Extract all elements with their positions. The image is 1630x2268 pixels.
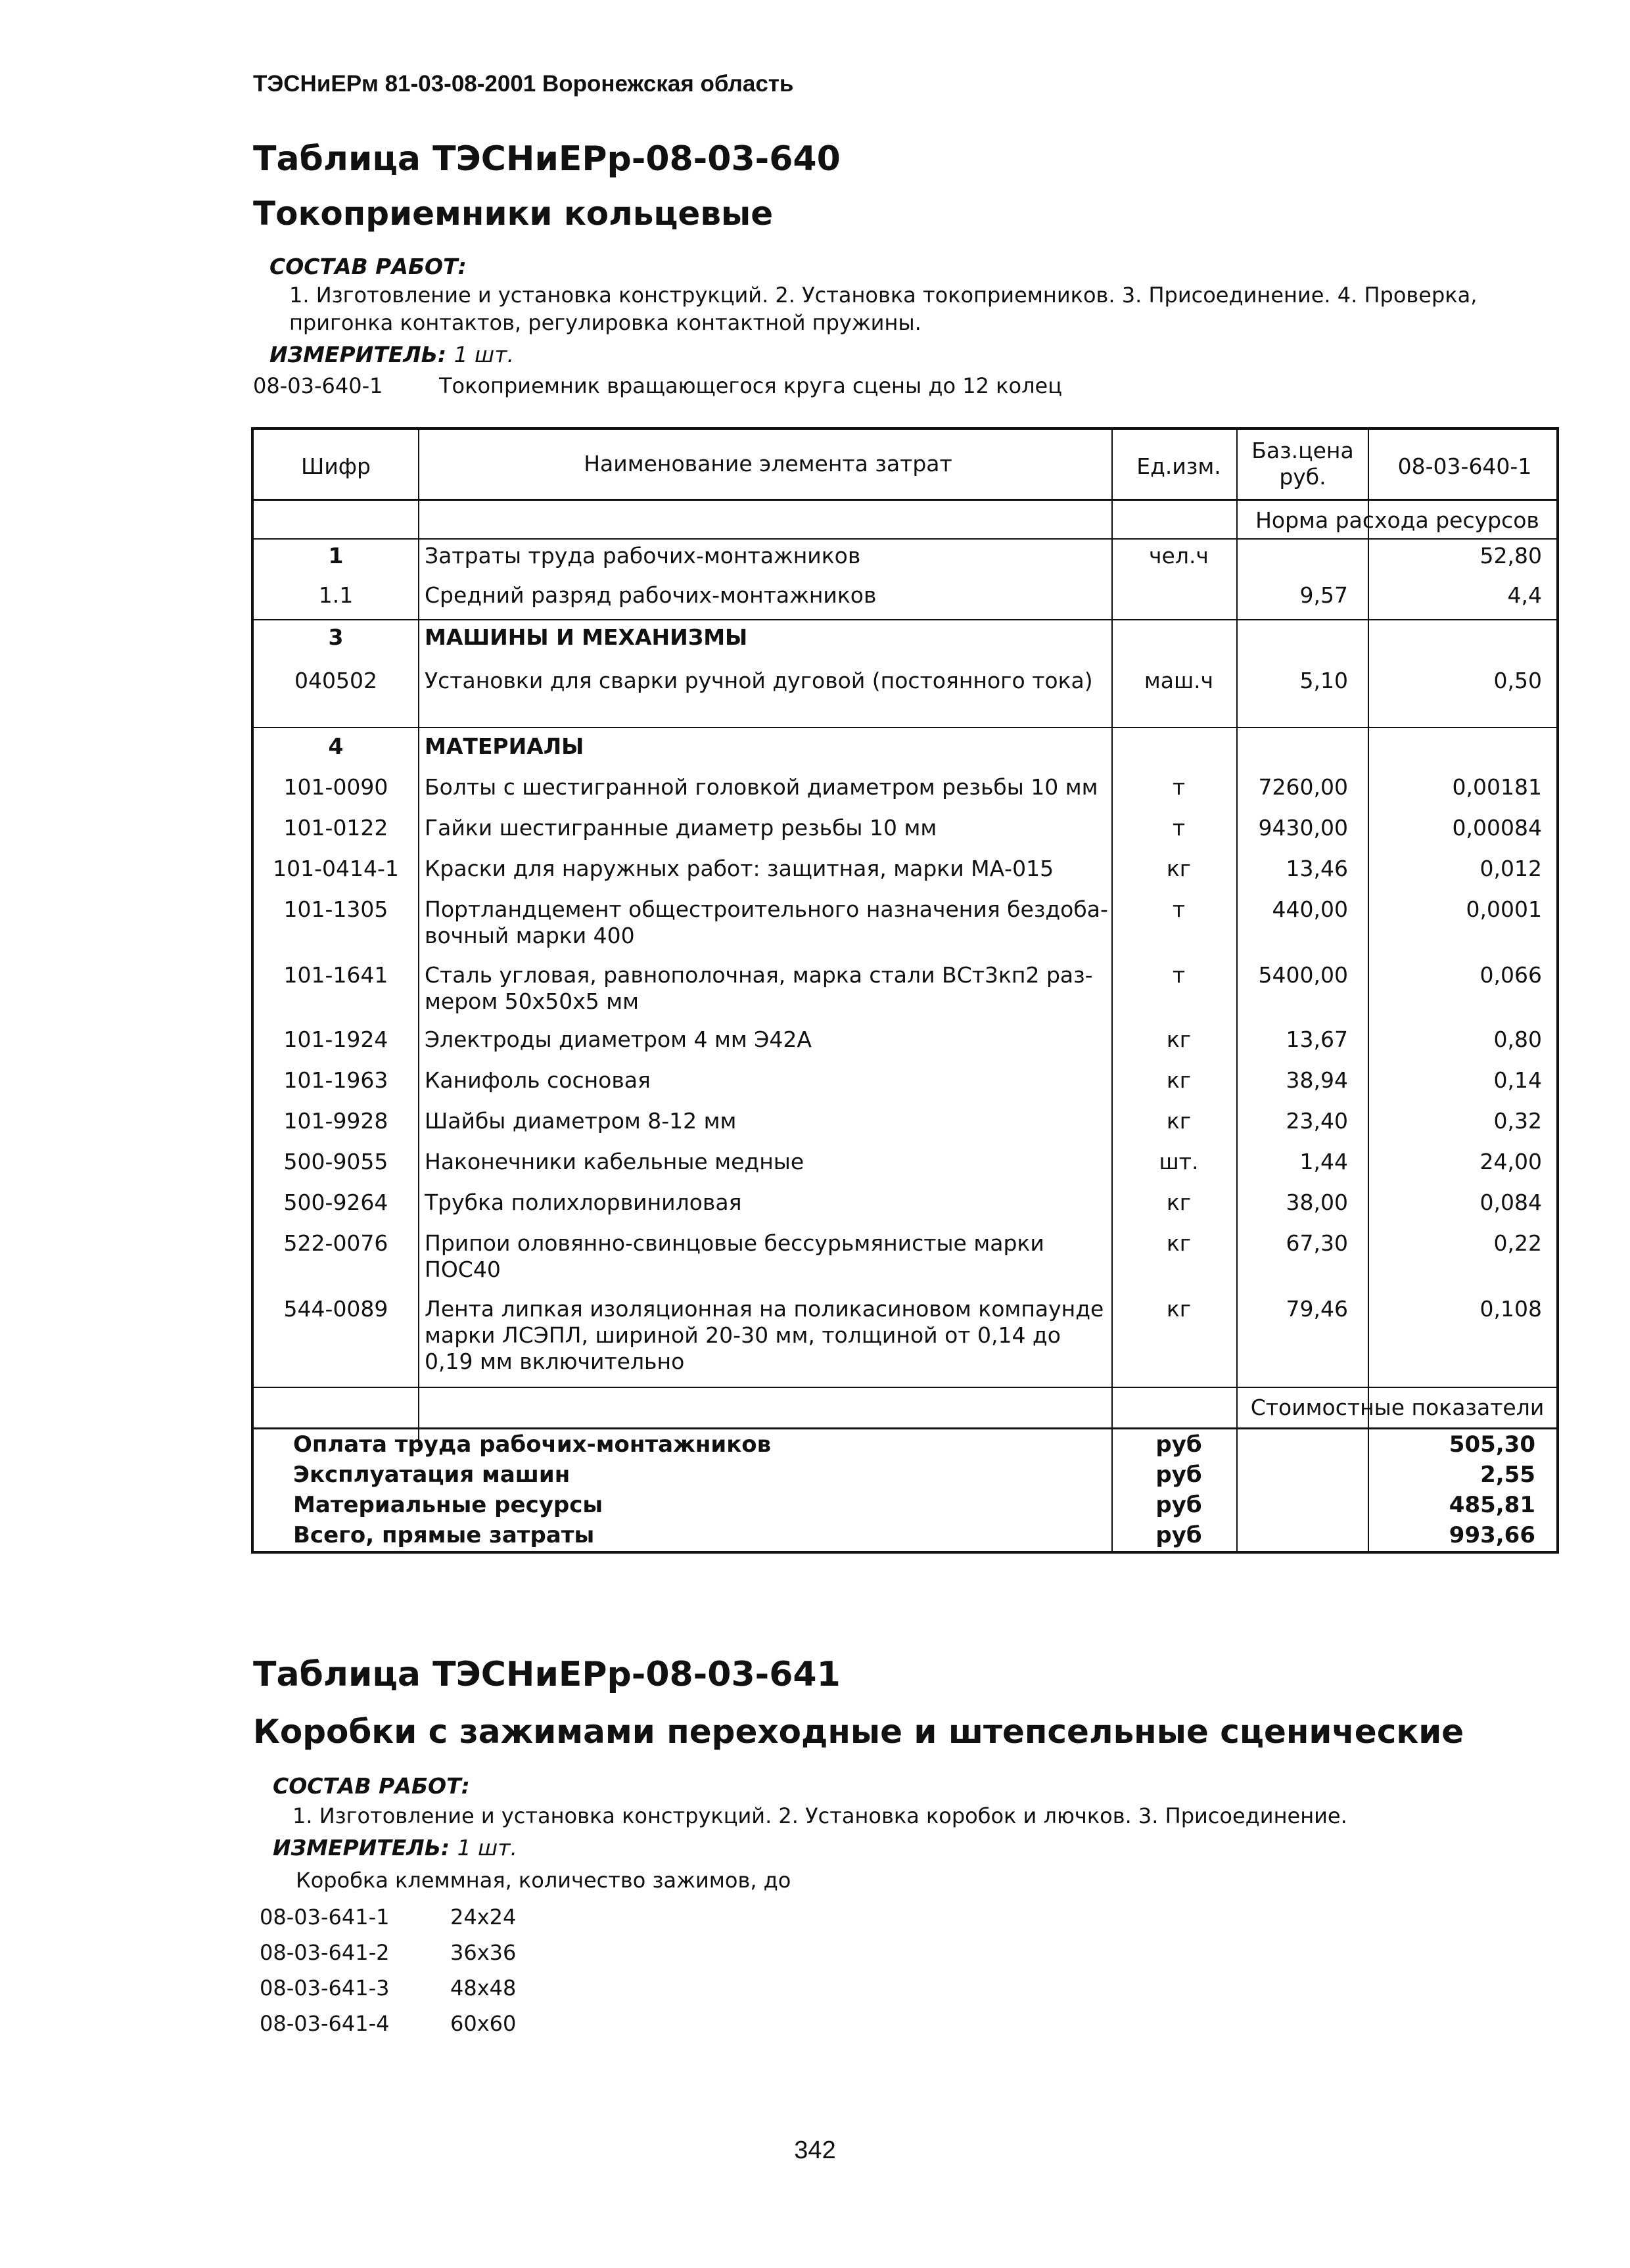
row-value: 0,80 (1493, 1027, 1542, 1052)
row-name: Сталь угловая, равнополочная, марка стали ВСт3кп2 раз- (425, 962, 1093, 988)
row-price: 9430,00 (1258, 815, 1348, 841)
total-unit: руб (1155, 1431, 1202, 1458)
col-header-name: Наименование элемента затрат (584, 451, 952, 476)
measure-value: 1 шт. (454, 342, 514, 367)
row-name-cont: 0,19 мм включительно (425, 1349, 685, 1374)
table-640-subtitle: Токоприемники кольцевые (253, 195, 774, 233)
row-name: Наконечники кабельные медные (425, 1149, 804, 1174)
measure-line-641 (273, 1835, 517, 1861)
col-header-price-2: руб. (1279, 464, 1326, 490)
total-label: Материальные ресурсы (293, 1492, 603, 1518)
work-composition-text-1: 1. Изготовление и установка конструкций. 2. Установка токоприемников. 3. Присоединение. 4. Проверка, (289, 283, 1478, 308)
row-divider (254, 727, 1556, 728)
row-unit: чел.ч (1149, 543, 1209, 568)
row-price: 79,46 (1286, 1296, 1348, 1322)
section-code: 3 (328, 624, 344, 650)
row-code: 1.1 (318, 582, 354, 608)
measure-label: ИЗМЕРИТЕЛЬ: (273, 1835, 450, 1861)
row-value: 0,00181 (1452, 774, 1542, 800)
col-divider (1111, 430, 1113, 1551)
item-code: 08-03-641-1 (260, 1905, 390, 1930)
row-code: 500-9055 (283, 1149, 388, 1174)
total-label: Всего, прямые затраты (293, 1522, 595, 1548)
table-641-subtitle: Коробки с зажимами переходные и штепсельные сценические (253, 1713, 1464, 1751)
norm-header: Норма расхода ресурсов (1255, 507, 1539, 533)
row-value: 0,50 (1493, 668, 1542, 693)
section-name: МАШИНЫ И МЕХАНИЗМЫ (425, 624, 748, 650)
measure-label: ИЗМЕРИТЕЛЬ: (269, 342, 447, 367)
total-label: Оплата труда рабочих-монтажников (293, 1431, 772, 1458)
col-divider (1236, 430, 1238, 1551)
row-divider (254, 1427, 1556, 1429)
section-code: 4 (328, 733, 344, 759)
item-value: 36х36 (450, 1940, 517, 1965)
work-composition-text-641: 1. Изготовление и установка конструкций. 2. Установка коробок и лючков. 3. Присоединение. (292, 1803, 1347, 1828)
row-name-cont: ПОС40 (425, 1257, 501, 1282)
row-divider (254, 619, 1556, 620)
row-unit: кг (1166, 1027, 1192, 1052)
item-value: 60х60 (450, 2011, 517, 2036)
row-name: Гайки шестигранные диаметр резьбы 10 мм (425, 815, 937, 841)
row-code: 101-1641 (283, 962, 388, 988)
col-divider (418, 430, 419, 1446)
row-name: Краски для наружных работ: защитная, марки МА-015 (425, 856, 1054, 881)
row-code: 1 (328, 543, 344, 568)
row-code: 101-0122 (283, 815, 388, 841)
col-header-unit: Ед.изм. (1136, 453, 1221, 479)
row-unit: кг (1166, 1108, 1192, 1134)
row-unit: кг (1166, 1230, 1192, 1256)
row-code: 101-1963 (283, 1067, 388, 1093)
row-name: Установки для сварки ручной дуговой (постоянного тока) (425, 668, 1093, 693)
row-price: 38,94 (1286, 1067, 1348, 1093)
row-divider (254, 1387, 1556, 1388)
row-unit: кг (1166, 1296, 1192, 1322)
row-name-cont: марки ЛСЭПЛ, шириной 20-30 мм, толщиной от 0,14 до (425, 1322, 1061, 1348)
total-unit: руб (1155, 1492, 1202, 1518)
row-price: 13,67 (1286, 1027, 1348, 1052)
row-unit: т (1172, 962, 1186, 988)
row-unit: кг (1166, 856, 1192, 881)
table-641-title: Таблица ТЭСНиЕРр-08-03-641 (253, 1655, 841, 1694)
row-price: 5400,00 (1258, 962, 1348, 988)
item-code: 08-03-640-1 (253, 373, 383, 398)
row-unit: т (1172, 896, 1186, 922)
row-value: 24,00 (1479, 1149, 1542, 1174)
row-unit: кг (1166, 1067, 1192, 1093)
total-value: 505,30 (1449, 1431, 1535, 1458)
row-code: 101-9928 (283, 1108, 388, 1134)
row-name: Трубка полихлорвиниловая (425, 1190, 742, 1215)
work-composition-label-641: СОСТАВ РАБОТ: (273, 1773, 470, 1799)
row-value: 0,084 (1479, 1190, 1542, 1215)
row-price: 1,44 (1299, 1149, 1348, 1174)
row-value: 4,4 (1507, 582, 1542, 608)
document-header: ТЭСНиЕРм 81-03-08-2001 Воронежская область (253, 71, 794, 97)
row-value: 0,14 (1493, 1067, 1542, 1093)
measure-line (269, 342, 514, 367)
row-name: Канифоль сосновая (425, 1067, 651, 1093)
item-name: Токоприемник вращающегося круга сцены до 12 колец (439, 373, 1062, 398)
row-unit: маш.ч (1144, 668, 1214, 693)
total-value: 993,66 (1449, 1522, 1535, 1548)
row-code: 101-1305 (283, 896, 388, 922)
item-code: 08-03-641-2 (260, 1940, 390, 1965)
row-name-cont: вочный марки 400 (425, 923, 635, 948)
row-value: 0,0001 (1466, 896, 1542, 922)
row-price: 7260,00 (1258, 774, 1348, 800)
row-name: Лента липкая изоляционная на поликасиновом компаунде (425, 1296, 1104, 1322)
total-unit: руб (1155, 1522, 1202, 1548)
row-code: 040502 (294, 668, 377, 693)
row-name: Портландцемент общестроительного назначения бездоба- (425, 896, 1108, 922)
col-divider (1368, 430, 1369, 1551)
cost-header: Стоимостные показатели (1250, 1395, 1545, 1420)
row-price: 440,00 (1272, 896, 1348, 922)
row-unit: кг (1166, 1190, 1192, 1215)
work-composition-text-2: пригонка контактов, регулировка контактной пружины. (289, 310, 921, 335)
item-code: 08-03-641-4 (260, 2011, 390, 2036)
row-value: 0,00084 (1452, 815, 1542, 841)
row-divider (254, 538, 1556, 540)
row-value: 0,32 (1493, 1108, 1542, 1134)
row-name: Болты с шестигранной головкой диаметром резьбы 10 мм (425, 774, 1098, 800)
row-divider (254, 499, 1556, 501)
row-value: 52,80 (1479, 543, 1542, 568)
row-price: 67,30 (1286, 1230, 1348, 1256)
row-price: 13,46 (1286, 856, 1348, 881)
row-price: 23,40 (1286, 1108, 1348, 1134)
section-name: МАТЕРИАЛЫ (425, 733, 584, 759)
row-name: Затраты труда рабочих-монтажников (425, 543, 861, 568)
row-code: 101-0414-1 (273, 856, 399, 881)
item-code: 08-03-641-3 (260, 1976, 390, 2001)
item-value: 48х48 (450, 1976, 517, 2001)
row-unit: шт. (1159, 1149, 1199, 1174)
page-number: 342 (794, 2137, 836, 2164)
row-value: 0,22 (1493, 1230, 1542, 1256)
row-name: Средний разряд рабочих-монтажников (425, 582, 877, 608)
row-unit: т (1172, 815, 1186, 841)
row-name: Припои оловянно-свинцовые бессурьмянистые марки (425, 1230, 1044, 1256)
row-code: 101-0090 (283, 774, 388, 800)
col-header-norm: 08-03-640-1 (1397, 453, 1532, 479)
row-value: 0,066 (1479, 962, 1542, 988)
row-name: Электроды диаметром 4 мм Э42А (425, 1027, 812, 1052)
total-label: Эксплуатация машин (293, 1462, 570, 1488)
row-name: Шайбы диаметром 8-12 мм (425, 1108, 737, 1134)
row-code: 544-0089 (283, 1296, 388, 1322)
resource-table (251, 427, 1559, 1554)
total-value: 485,81 (1449, 1492, 1535, 1518)
col-header-price-1: Баз.цена (1251, 438, 1354, 463)
row-unit: т (1172, 774, 1186, 800)
row-name-cont: мером 50х50х5 мм (425, 988, 640, 1014)
row-value: 0,012 (1479, 856, 1542, 881)
row-price: 5,10 (1299, 668, 1348, 693)
table-640-title: Таблица ТЭСНиЕРр-08-03-640 (253, 139, 841, 179)
item-value: 24х24 (450, 1905, 517, 1930)
work-composition-label: СОСТАВ РАБОТ: (269, 254, 467, 279)
row-value: 0,108 (1479, 1296, 1542, 1322)
total-unit: руб (1155, 1462, 1202, 1488)
row-price: 38,00 (1286, 1190, 1348, 1215)
row-code: 522-0076 (283, 1230, 388, 1256)
items-intro: Коробка клеммная, количество зажимов, до (296, 1868, 791, 1893)
total-value: 2,55 (1480, 1462, 1535, 1488)
row-code: 101-1924 (283, 1027, 388, 1052)
row-code: 500-9264 (283, 1190, 388, 1215)
col-header-code: Шифр (301, 453, 371, 479)
row-price: 9,57 (1299, 582, 1348, 608)
measure-value: 1 шт. (457, 1835, 517, 1861)
